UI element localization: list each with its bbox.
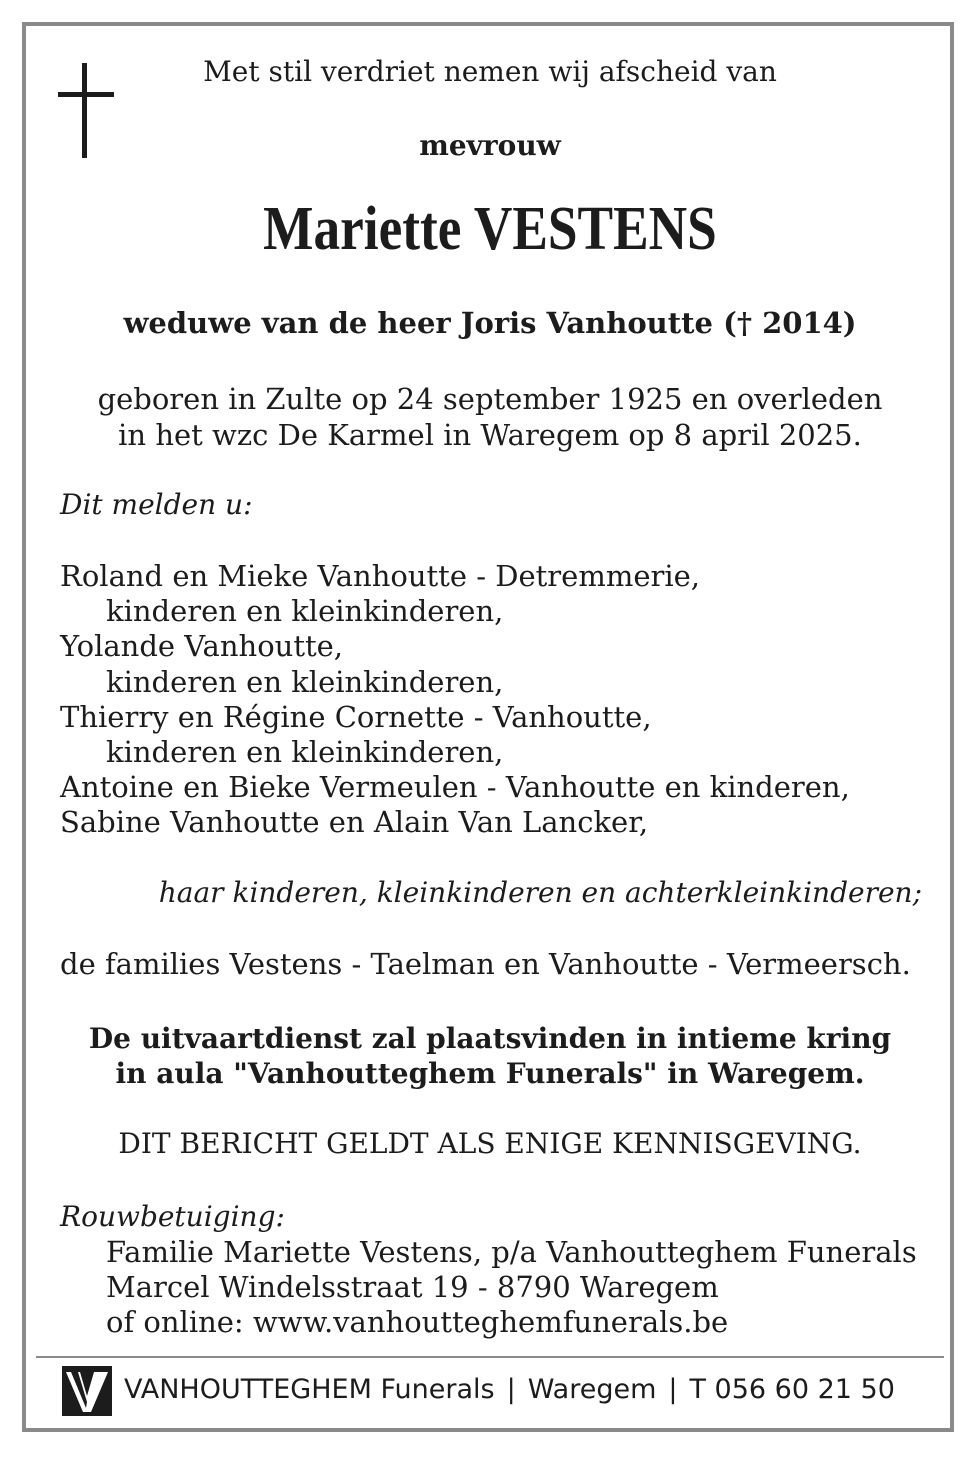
summary-line: haar kinderen, kleinkinderen en achterkleinkinderen;	[158, 876, 922, 909]
vanhoutteghem-logo-icon	[62, 1366, 112, 1416]
family-line: kinderen en kleinkinderen,	[106, 735, 504, 769]
title-text: mevrouw	[419, 129, 561, 162]
condolences-label: Rouwbetuiging:	[60, 1200, 285, 1233]
families-line: de families Vestens - Taelman en Vanhoutte - Vermeersch.	[60, 947, 911, 981]
birth-line-2: in het wzc De Karmel in Waregem op 8 april 2025.	[118, 418, 862, 452]
footer-phone: T 056 60 21 50	[689, 1374, 895, 1405]
family-line: Roland en Mieke Vanhoutte - Detremmerie,	[60, 559, 700, 593]
footer-divider	[36, 1356, 944, 1358]
deceased-name-wrap	[0, 195, 980, 263]
footer-company: VANHOUTTEGHEM Funerals	[124, 1374, 495, 1405]
notice-line: DIT BERICHT GELDT ALS ENIGE KENNISGEVING.	[118, 1127, 862, 1160]
birth-line-1: geboren in Zulte op 24 september 1925 en overleden	[97, 382, 883, 416]
family-line: Thierry en Régine Cornette - Vanhoutte,	[60, 700, 652, 734]
footer-text	[124, 1374, 895, 1405]
condolences-line-3: of online: www.vanhoutteghemfunerals.be	[106, 1305, 729, 1339]
service-line-1: De uitvaartdienst zal plaatsvinden in intieme kring	[88, 1022, 892, 1055]
announce-label: Dit melden u:	[60, 488, 253, 521]
service-line-2: in aula "Vanhoutteghem Funerals" in Waregem.	[115, 1057, 865, 1090]
intro-text: Met stil verdriet nemen wij afscheid van	[203, 55, 777, 88]
deceased-name: Mariette VESTENS	[263, 195, 717, 263]
footer-separator: |	[506, 1374, 516, 1405]
family-line: Sabine Vanhoutte en Alain Van Lancker,	[60, 805, 649, 839]
footer-separator: |	[668, 1374, 678, 1405]
family-line: kinderen en kleinkinderen,	[106, 665, 504, 699]
condolences-line-2: Marcel Windelsstraat 19 - 8790 Waregem	[106, 1270, 719, 1304]
condolences-line-1: Familie Mariette Vestens, p/a Vanhoutteghem Funerals	[106, 1235, 917, 1269]
family-line: Antoine en Bieke Vermeulen - Vanhoutte en kinderen,	[60, 770, 850, 804]
family-line: kinderen en kleinkinderen,	[106, 594, 504, 628]
widow-text: weduwe van de heer Joris Vanhoutte († 2014)	[123, 306, 857, 340]
family-line: Yolande Vanhoutte,	[60, 629, 344, 663]
footer-city: Waregem	[527, 1374, 657, 1405]
